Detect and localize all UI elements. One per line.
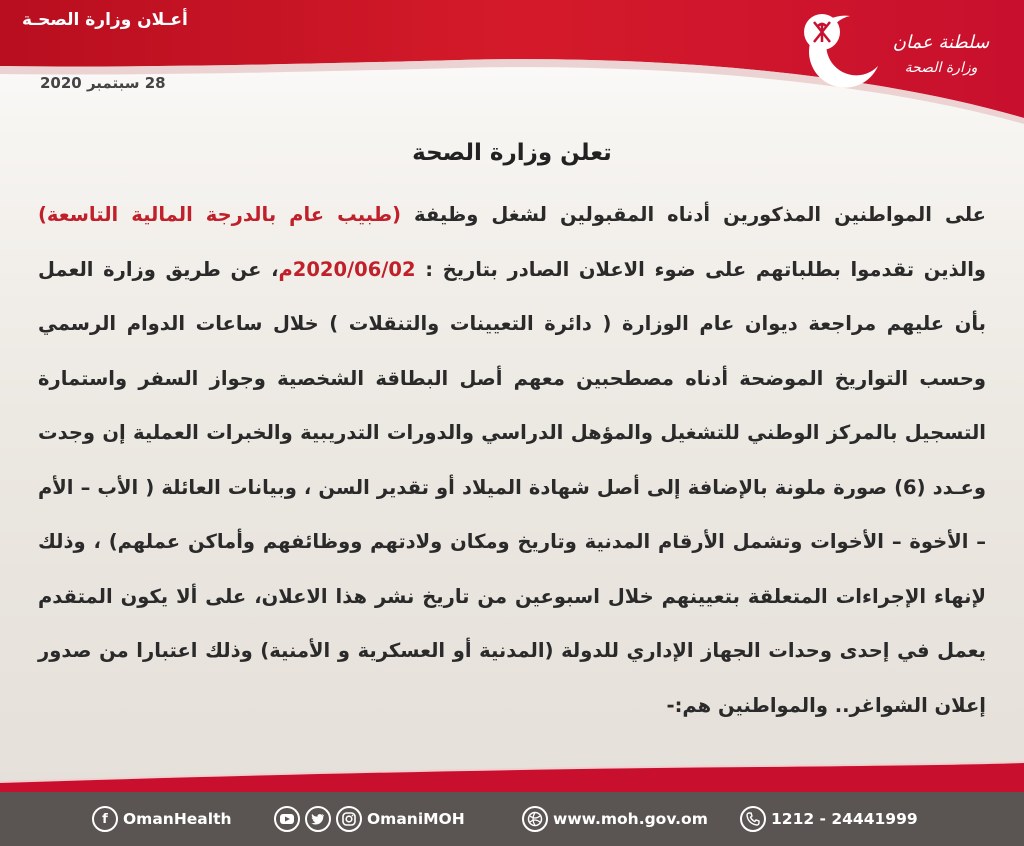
announcement-date: 28 سبتمبر 2020 xyxy=(40,74,166,92)
website-link[interactable] xyxy=(522,804,708,834)
announce-date-highlight: 2020/06/02م xyxy=(278,257,416,281)
facebook-icon: f xyxy=(92,806,118,832)
phone-number: 1212 - 24441999 xyxy=(771,810,918,828)
header-banner xyxy=(0,0,1024,130)
social-links[interactable] xyxy=(274,804,465,834)
body-part-1: على المواطنين المذكورين أدناه المقبولين لشغل وظيفة xyxy=(401,203,986,226)
facebook-link[interactable] xyxy=(92,804,232,834)
facebook-handle: OmanHealth xyxy=(123,810,232,828)
body-part-3: ، عن طريق وزارة العمل بأن عليهم مراجعة ديوان عام الوزارة ( دائرة التعيينات والتنقلات ) خلال ساعات الدوام الرسمي وحسب التواريخ الموضحة أدناه مصطحبين معهم أصل البطاقة الشخصية وجواز السفر واستمارة التسجيل بالمركز الوطني للتشغيل والمؤهل الدراسي والدورات التدريبية والخبرات العملية إن وجدت وعـدد (6) صورة ملونة بالإضافة إلى أصل شهادة الميلاد أو تقدير السن ، وبيانات العائلة ( الأب – الأم – الأخوة – الأخوات وتشمل الأرقام المدنية وتاريخ ومكان ولادتهم ووظائفهم وأماكن عملهم) ، وذلك لإنهاء الإجراءات المتعلقة بتعيينهم خلال اسبوعين من تاريخ نشر هذا الاعلان، على ألا يكون المتقدم يعمل في إحدى وحدات الجهاز الإداري للدولة (المدنية أو العسكرية و الأمنية) وذلك اعتبارا من صدور إعلان الشواغر.. والمواطنين هم:- xyxy=(38,257,986,717)
youtube-icon xyxy=(274,806,300,832)
web-icon xyxy=(522,806,548,832)
logo-country-text: سلطنة عمان xyxy=(892,32,990,53)
phone-link[interactable] xyxy=(740,804,918,834)
khanjar-emblem-icon xyxy=(802,12,842,52)
social-handle: OmaniMOH xyxy=(367,810,465,828)
page-title: تعلن وزارة الصحة xyxy=(412,140,612,166)
twitter-icon xyxy=(305,806,331,832)
instagram-icon xyxy=(336,806,362,832)
footer-bar xyxy=(0,792,1024,846)
job-title-highlight: (طبيب عام بالدرجة المالية التاسعة) xyxy=(38,203,401,226)
phone-icon xyxy=(740,806,766,832)
logo-ministry-text: وزارة الصحة xyxy=(904,60,978,76)
announcement-label: أعـلان وزارة الصحـة xyxy=(22,10,188,30)
bottom-red-band xyxy=(0,760,1024,792)
website-url: www.moh.gov.om xyxy=(553,810,708,828)
ministry-logo xyxy=(802,12,1002,92)
announcement-body xyxy=(38,188,986,733)
body-part-2: والذين تقدموا بطلباتهم على ضوء الاعلان الصادر بتاريخ : xyxy=(415,257,987,281)
